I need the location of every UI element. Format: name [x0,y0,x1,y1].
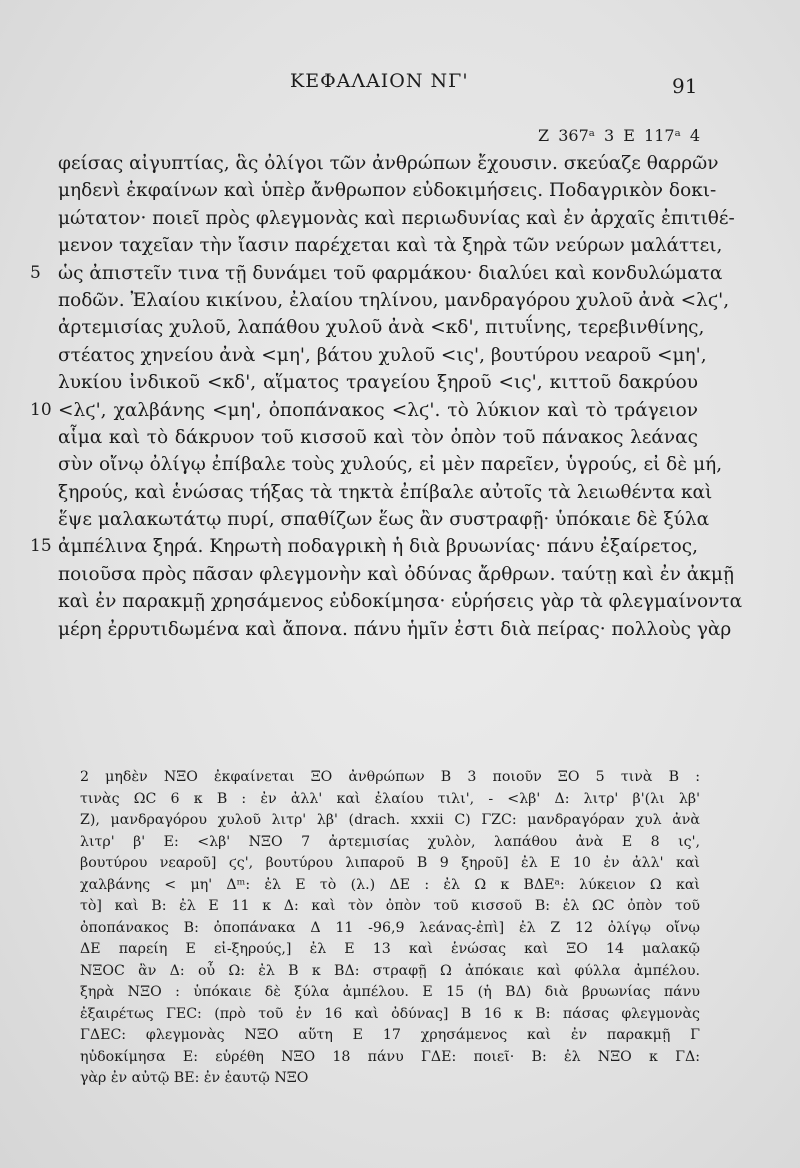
apparatus-line: βουτύρου νεαροῦ] ϛς', βουτύρου λιπαροῦ Β 9 ξηροῦ] ἐλ Ε 10 ἐν ἀλλ' καὶ [80,855,700,871]
text-line-content: ποιοῦσα πρὸς πᾶσαν φλεγμονὴν καὶ ὀδύνας ἄρθρων. ταύτῃ καὶ ἐν ἀκμῇ [58,563,734,585]
text-line [30,260,723,287]
text-line-content: ξηρούς, καὶ ἑνώσας τήξας τὰ τηκτὰ ἐπίβαλε αὐτοῖς τὰ λειωθέντα καὶ [58,481,713,503]
text-line-content: σὺν οἴνῳ ὀλίγῳ ἐπίβαλε τοὺς χυλούς, εἰ μὲν παρεῖεν, ὑγρούς, εἰ δὲ μή, [58,454,723,476]
text-line [58,451,723,478]
text-line-content: στέατος χηνείου ἀνὰ <μη', βάτου χυλοῦ <ις', βουτύρου νεαροῦ <μη', [58,344,707,366]
apparatus-line: ξηρὰ ΝΞΟ : ὑπόκαιε δὲ ξύλα ἀμπέλου. Ε 15 (ἡ ΒΔ) διὰ βρυωνίας πάνυ [80,984,700,1000]
text-line-content: <λϛ', χαλβάνης <μη', ὀποπάνακος <λϛ'. τὸ λύκιον καὶ τὸ τράγειον [58,399,698,421]
text-line [58,232,723,259]
main-text-block [30,150,743,643]
text-line-content: φείσας αἰγυπτίας, ἃς ὀλίγοι τῶν ἀνθρώπων ἔχουσιν. σκεύαζε θαρρῶν [58,153,719,174]
text-line-content: μηδενὶ ἐκφαίνων καὶ ὑπὲρ ἄνθρωπον εὐδοκιμήσεις. Ποδαγρικὸν δοκι- [58,180,717,202]
line-number: 5 [30,262,41,283]
apparatus-line: Ζ), μανδραγόρου χυλοῦ λιτρ' λβ' (drach. xxxii C) ΓΖC: μανδραγόραν χυλ ἀνὰ [80,812,700,828]
apparatus-line: λιτρ' β' Ε: <λβ' ΝΞΟ 7 ἀρτεμισίας χυλὸν, λαπάθου ἀνὰ Ε 8 ις', [80,833,700,850]
text-line [30,397,698,424]
text-line [58,369,698,396]
text-line-content: μώτατον· ποιεῖ πρὸς φλεγμονὰς καὶ περιωδυνίας καὶ ἐν ἀρχαῖς ἐπιτιθέ- [58,207,735,229]
apparatus-line: ὀποπάνακος Β: ὀποπάνακα Δ 11 -96,9 λεάνας-ἐπὶ] ἐλ Ζ 12 ὀλίγῳ οἴνῳ [80,919,700,936]
text-line [58,205,735,232]
page-header [0,70,800,100]
text-line [58,287,730,314]
text-line-content: μενον ταχεῖαν τὴν ἴασιν παρέχεται καὶ τὰ ξηρὰ τῶν νεύρων μαλάττει, [58,235,723,257]
apparatus-line: ΔΕ παρείη Ε εἰ-ξηρούς,] ἐλ Ε 13 καὶ ἑνώσας καὶ ΞΟ 14 μαλακῷ [80,941,700,957]
apparatus-line: ἐξαιρέτως ΓΕC: (πρὸ τοῦ ἐν 16 καὶ ὀδύνας] Β 16 κ Β: πάσας φλεγμονὰς [80,1005,700,1022]
apparatus-line: ΝΞΟC ἂν Δ: οὖ Ω: ἐλ Β κ ΒΔ: στραφῇ Ω ἀπόκαιε καὶ φύλλα ἀμπέλου. [80,962,700,979]
apparatus-line: τινὰς ΩC 6 κ Β : ἐν ἀλλ' καὶ ἐλαίου τιλι', - <λβ' Δ: λιτρ' β'(λι λβ' [80,790,700,807]
running-title: ΚΕΦΑΛΑΙΟΝ ΝΓ' [290,70,469,92]
text-line-content: ὡς ἀπιστεῖν τινα τῇ δυνάμει τοῦ φαρμάκου· διαλύει καὶ κονδυλώματα [58,262,723,284]
apparatus-line: ηὐδοκίμησα Ε: εὑρέθη ΝΞΟ 18 πάνυ ΓΔΕ: ποιεῖ· Β: ἐλ ΝΞΟ κ ΓΔ: [80,1048,700,1065]
text-line-content: ἕψε μαλακωτάτῳ πυρί, σπαθίζων ἕως ἂν συστραφῇ· ὑπόκαιε δὲ ξύλα [58,509,710,531]
text-line-content: λυκίου ἰνδικοῦ <κδ', αἵματος τραγείου ξηροῦ <ις', κιττοῦ δακρύου [58,372,698,394]
text-line [58,342,707,369]
line-number: 15 [30,536,52,557]
apparatus-line: τὸ] καὶ Β: ἐλ Ε 11 κ Δ: καὶ τὸν ὀπὸν τοῦ κισσοῦ Β: ἐλ ΩC ὀπὸν τοῦ [80,898,700,914]
text-line-content: αἷμα καὶ τὸ δάκρυον τοῦ κισσοῦ καὶ τὸν ὀπὸν τοῦ πάνακος λεάνας [58,426,698,448]
critical-apparatus [80,767,700,1090]
line-number: 10 [30,399,52,420]
text-line [58,588,743,615]
text-line-content: ποδῶν. Ἐλαίου κικίνου, ἐλαίου τηλίνου, μανδραγόρου χυλοῦ ἀνὰ <λϛ', [58,289,730,311]
text-line [58,506,710,533]
text-line [58,479,713,506]
text-line-content: ἀμπέλινα ξηρά. Κηρωτὴ ποδαγρικὴ ἡ διὰ βρυωνίας· πάνυ ἐξαίρετος, [58,536,698,558]
apparatus-line: γὰρ ἐν αὐτῷ ΒΕ: ἐν ἑαυτῷ ΝΞΟ [80,1070,309,1086]
apparatus-line: 2 μηδὲν ΝΞΟ ἐκφαίνεται ΞΟ ἀνθρώπων Β 3 ποιοῦν ΞΟ 5 τινὰ Β : [80,769,700,785]
text-line [30,533,698,560]
text-line [58,177,717,204]
text-line-content: καὶ ἐν παρακμῇ χρησάμενος εὐδοκίμησα· εὑρήσεις γὰρ τὰ φλεγμαίνοντα [58,591,743,613]
text-line-content: ἀρτεμισίας χυλοῦ, λαπάθου χυλοῦ ἀνὰ <κδ', πιτυΐνης, τερεβινθίνης, [58,317,705,339]
text-line [58,314,705,341]
apparatus-line: ΓΔΕC: φλεγμονὰς ΝΞΟ αὕτη Ε 17 χρησάμενος καὶ ἐν παρακμῇ Γ [80,1027,700,1043]
apparatus-line: χαλβάνης < μη' Δᵐ: ἐλ Ε τὸ (λ.) ΔΕ : ἐλ Ω κ ΒΔΕᵃ: λύκειον Ω καὶ [80,876,700,893]
text-line [58,561,734,588]
text-line [58,150,719,177]
text-line [58,424,698,451]
manuscript-reference: Z 367ᵃ 3 E 117ᵃ 4 [538,126,701,145]
text-line-content: μέρη ἐρρυτιδωμένα καὶ ἄπονα. πάνυ ἡμῖν ἐστι διὰ πείρας· πολλοὺς γὰρ [58,618,732,640]
page-number: 91 [672,74,698,98]
text-line [58,616,732,643]
